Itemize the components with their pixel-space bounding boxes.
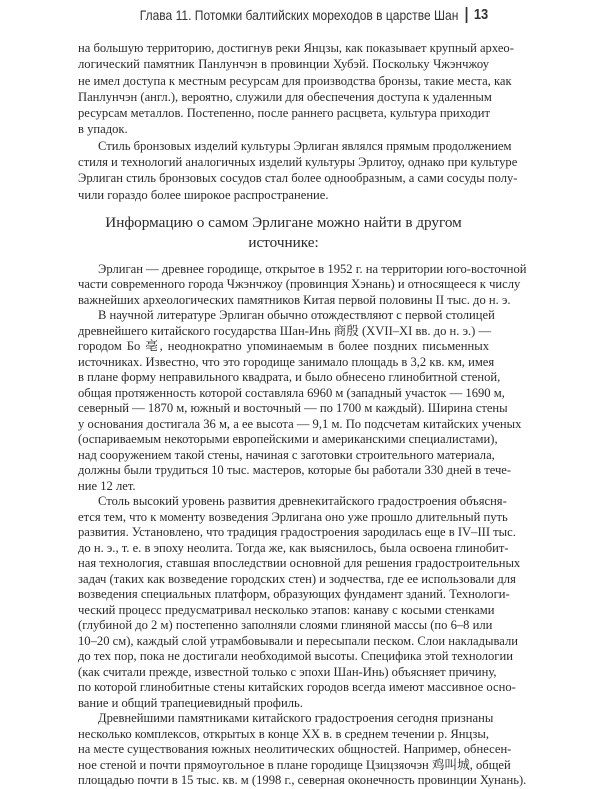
- text-line: Столь высокий уровень развития древнекитайского градостроения объясня-: [98, 494, 507, 509]
- text-line: до тех пор, пока не достигали необходимой высоты. Специфика этой технологии: [78, 649, 513, 664]
- text-line: В научной литературе Эрлиган обычно отождествляют с первой столицей: [98, 308, 495, 323]
- text-line: должны были трудиться 10 тыс. мастеров, которые бы работали 330 дней в тече-: [78, 463, 512, 478]
- text-line: на большую территорию, достигнув реки Янцзы, как показывает крупный архео-: [78, 41, 514, 55]
- text-line: в упадок.: [78, 122, 128, 137]
- text-line: древнейшего китайского государства Шан-Инь 商殷 (XVII–XI вв. до н. э.) —: [78, 323, 492, 338]
- text-line: (оспариваемым некоторыми европейскими и американскими специалистами),: [78, 432, 498, 447]
- paragraph: [78, 308, 522, 494]
- text-line: общая протяженность которой составляла 6960 м (западный участок — 1690 м,: [78, 385, 505, 400]
- text-line: северный — 1870 м, южный и восточный — по 1700 м каждый). Ширина стены: [78, 401, 508, 416]
- text-line: (как считали прежде, известной только с эпохи Шан-Инь) объясняет причину,: [78, 664, 497, 679]
- header-divider: [465, 7, 467, 23]
- text-line: источниках. Известно, что это городище занимало площадь в 3,2 кв. км, имея: [78, 354, 495, 369]
- text-line: на месте существования южных неолитических общностей. Например, обнесен-: [78, 742, 512, 757]
- text-line: задач (таких как возведение городских стен) и зодчества, где ее использовали для: [78, 571, 516, 586]
- running-header: [140, 6, 488, 23]
- paragraph: [78, 711, 527, 789]
- text-line: ется тем, что к моменту возведения Эрлигана оно уже прошло длительный путь: [78, 509, 508, 524]
- text-line: логический памятник Панлунчэн в провинции Хубэй. Поскольку Чжэнчжоу: [78, 57, 489, 72]
- paragraph: [78, 494, 521, 711]
- text-line: Панлунчэн (англ.), вероятно, служили для обеспечения доступа к удаленным: [78, 89, 492, 104]
- text-line: до н. э., т. е. в эпоху неолита. Тогда же, как выяснилось, была освоена глинобит-: [78, 540, 509, 555]
- main-text: [78, 40, 518, 203]
- paragraph: [78, 138, 518, 203]
- text-line: Эрлиган — древнее городище, открытое в 1952 г. на территории юго-восточной: [98, 261, 527, 276]
- text-line: городом Бо 亳, неоднократно упоминаемым в более поздних письменных: [78, 339, 489, 354]
- text-line: ние 12 лет.: [78, 478, 136, 493]
- text-line: (глубиной до 2 м) постепенно заполняли слоями глиняной массы (по 6–8 или: [78, 618, 493, 633]
- text-line: несколько комплексов, открытых в конце XX в. в среднем течении р. Янцзы,: [78, 726, 489, 741]
- text-line: Древнейшими памятниками китайского градостроения сегодня признаны: [98, 711, 494, 726]
- page-number: 13: [473, 6, 488, 23]
- text-line: стиля и технологий аналогичных изделий культуры Эрлитоу, однако при культуре: [78, 155, 518, 170]
- text-line: чили гораздо более широкое распространение.: [78, 187, 329, 202]
- text-line: ная технология, ставшая впоследствии основной для решения градостроительных: [78, 556, 521, 571]
- text-line: Стиль бронзовых изделий культуры Эрлиган являлся прямым продолжением: [98, 138, 512, 153]
- text-line: площадью почти в 15 тыс. кв. м (1998 г., северная оконечность провинции Хунань).: [78, 773, 527, 788]
- text-line: у основания достигала 36 м, а ее высота — 9,1 м. По подсчетам китайских ученых: [78, 416, 522, 431]
- text-line: важнейших археологических памятников Китая первой половины II тыс. до н. э.: [78, 292, 511, 307]
- text-line: части современного города Чжэнчжоу (провинция Хэнань) и относящееся к числу: [78, 277, 521, 292]
- text-line: возведения специальных платформ, образующих фундамент зданий. Технологи-: [78, 587, 510, 602]
- section-heading: Информацию о самом Эрлигане можно найти в другом источнике:: [105, 213, 462, 251]
- paragraph: [78, 261, 527, 309]
- text-line: развития. Установлено, что традиция градостроения зародилась еще в IV–III тыс.: [78, 525, 516, 540]
- text-line: ное стеной и почти прямоугольное в плане городище Цзицзяочэн 鸡叫城, общей: [78, 757, 511, 772]
- text-line: 10–20 см), каждый слой утрамбовывали и пересыпали песком. Слои накладывали: [78, 633, 518, 648]
- paragraph: [78, 40, 514, 138]
- text-line: ресурсам металлов. Постепенно, после раннего расцвета, культура приходит: [78, 106, 491, 121]
- text-line: вание и общий трапециевидный профиль.: [78, 695, 303, 710]
- text-line: в плане форму неправильного квадрата, и было обнесено глинобитной стеной,: [78, 370, 501, 385]
- text-line: Эрлиган стиль бронзовых сосудов стал более однообразным, а сами сосуды полу-: [78, 171, 518, 186]
- quoted-text: [78, 261, 527, 789]
- text-line: по которой глинобитные стены китайских городов всегда имеют массивное осно-: [78, 680, 516, 695]
- text-line: не имел доступа к местным ресурсам для производства бронзы, такие места, как: [78, 73, 512, 88]
- text-line: ческий процесс предусматривал несколько этапов: канаву с косыми стенками: [78, 602, 495, 617]
- page-body: [78, 40, 527, 789]
- text-line: над сооружением такой стены, начиная с заготовки строительного материала,: [78, 447, 495, 462]
- chapter-title: Глава 11. Потомки балтийских мореходов в царстве Шан: [139, 6, 459, 23]
